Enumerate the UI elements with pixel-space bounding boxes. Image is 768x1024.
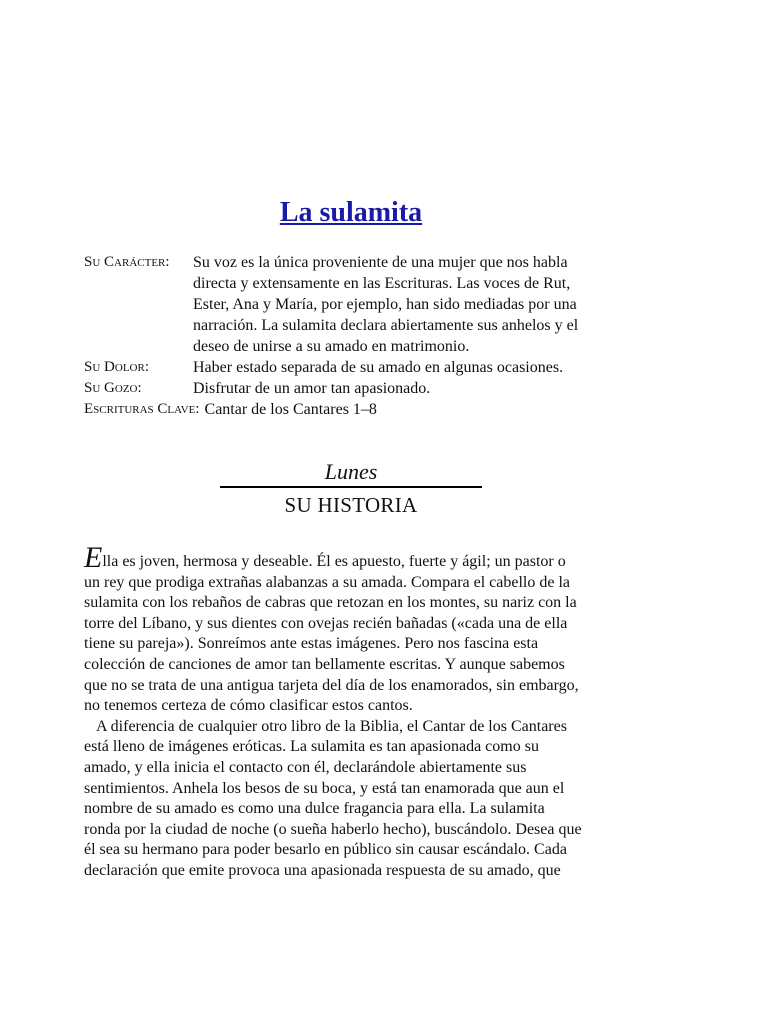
caracter-line: directa y extensamente en las Escrituras. Las voces de Rut, bbox=[193, 275, 571, 292]
dolor-text: Haber estado separada de su amado en algunas ocasiones. bbox=[193, 359, 564, 376]
dolor-label: Su Dolor: bbox=[84, 359, 149, 375]
gozo-text: Disfrutar de un amor tan apasionado. bbox=[193, 380, 431, 397]
paragraph-line: no tenemos certeza de cómo clasificar estos cantos. bbox=[84, 697, 413, 715]
profile-block bbox=[84, 252, 624, 420]
paragraph-line: torre del Líbano, y sus dientes con ovejas recién bañadas («cada una de ella bbox=[84, 614, 568, 632]
paragraph-1 bbox=[84, 541, 616, 717]
paragraph-line-text: lla es joven, hermosa y deseable. Él es apuesto, fuerte y ágil; un pastor o bbox=[102, 553, 566, 570]
paragraph-line: sentimientos. Anhela los besos de su boca, y está tan enamorada que aun el bbox=[84, 779, 565, 797]
page-title[interactable]: La sulamita bbox=[279, 197, 423, 228]
caracter-label: Su Carácter: bbox=[84, 254, 170, 270]
profile-escrituras bbox=[84, 399, 624, 420]
caracter-line: Ester, Ana y María, por ejemplo, han sido mediadas por una bbox=[193, 296, 577, 313]
section-day: Lunes bbox=[324, 459, 378, 484]
paragraph-2 bbox=[84, 717, 616, 882]
paragraph-line: que no se trata de una antigua tarjeta del día de los enamorados, sin embargo, bbox=[84, 676, 579, 694]
story-body bbox=[84, 541, 616, 882]
paragraph-line: un rey que prodiga extrañas alabanzas a su amada. Compara el cabello de la bbox=[84, 573, 571, 591]
paragraph-line: amado, y ella inicia el contacto con él, declarándole abiertamente sus bbox=[84, 758, 527, 776]
caracter-text bbox=[193, 252, 624, 357]
paragraph-line: declaración que emite provoca una apasionada respuesta de su amado, que bbox=[84, 861, 561, 879]
escrituras-label: Escrituras Clave: bbox=[84, 401, 200, 417]
escrituras-text: Cantar de los Cantares 1–8 bbox=[204, 401, 377, 418]
paragraph-line: nombre de su amado es como una dulce fragancia para ella. La sulamita bbox=[84, 800, 545, 818]
section-divider bbox=[220, 486, 482, 488]
paragraph-line: colección de canciones de amor tan bellamente escritas. Y aunque sabemos bbox=[84, 655, 565, 673]
gozo-label: Su Gozo: bbox=[84, 380, 142, 396]
paragraph-line bbox=[84, 541, 616, 574]
paragraph-line: A diferencia de cualquier otro libro de la Biblia, el Cantar de los Cantares bbox=[96, 717, 567, 735]
caracter-line: Su voz es la única proveniente de una mujer que nos habla bbox=[193, 254, 568, 271]
paragraph-line: está lleno de imágenes eróticas. La sulamita es tan apasionada como su bbox=[84, 738, 539, 756]
paragraph-line: ronda por la ciudad de noche (o sueña haberlo hecho), buscándolo. Desea que bbox=[84, 820, 582, 838]
caracter-line: narración. La sulamita declara abiertamente sus anhelos y el bbox=[193, 317, 579, 334]
paragraph-line: sulamita con los rebaños de cabras que retozan en los montes, su nariz con la bbox=[84, 594, 577, 612]
profile-gozo bbox=[84, 378, 624, 399]
caracter-line: deseo de unirse a su amado en matrimonio. bbox=[193, 338, 470, 355]
drop-cap: E bbox=[84, 541, 103, 574]
profile-dolor bbox=[84, 357, 624, 378]
section-heading: SU HISTORIA bbox=[284, 493, 418, 517]
profile-caracter bbox=[84, 252, 624, 357]
paragraph-line: tiene su pareja»). Sonreímos ante estas imágenes. Pero nos fascina esta bbox=[84, 635, 539, 653]
paragraph-line: él sea su hermano para poder besarlo en público sin causar escándalo. Cada bbox=[84, 841, 567, 859]
